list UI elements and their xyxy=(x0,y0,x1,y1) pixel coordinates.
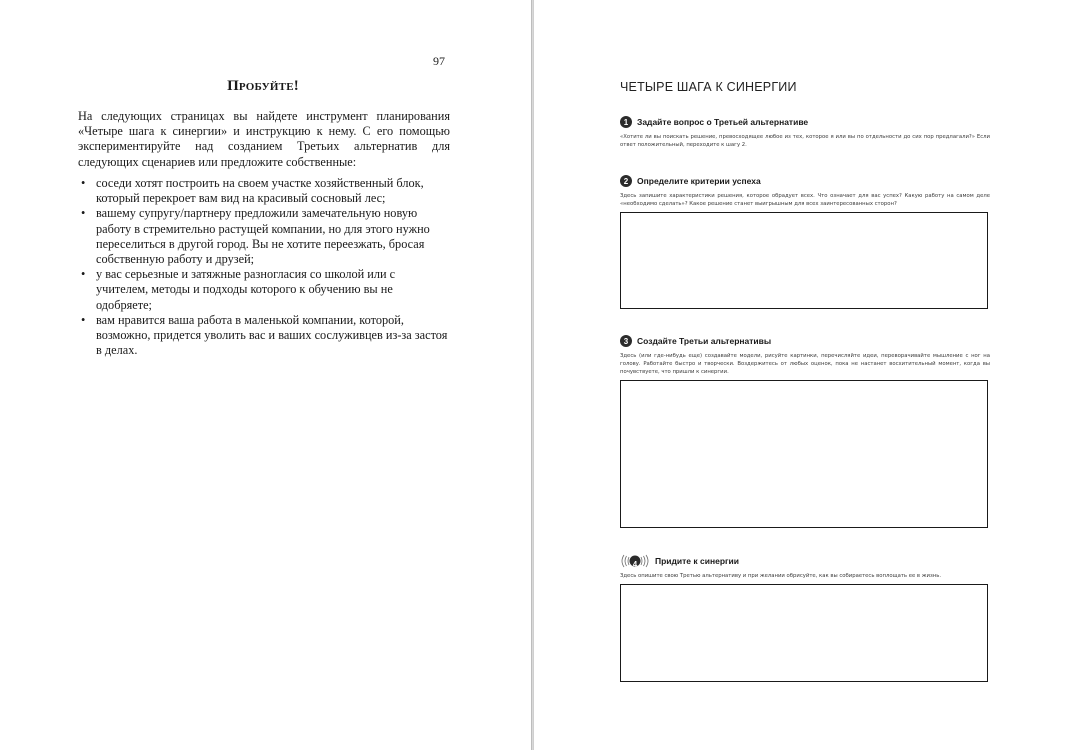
left-page xyxy=(0,0,532,750)
scenario-list xyxy=(78,176,450,358)
step-title: Создайте Третьи альтернативы xyxy=(637,336,772,346)
bullet-icon: • xyxy=(81,267,86,282)
bullet-icon: • xyxy=(81,206,86,221)
step-title: Определите критерии успеха xyxy=(637,176,761,186)
step-2 xyxy=(620,173,990,208)
success-criteria-box[interactable] xyxy=(620,212,988,309)
step-3 xyxy=(620,333,990,376)
bullet-icon: • xyxy=(81,176,86,190)
list-item-text: у вас серьезные и затяжные разногласия со школой или с учителем, методы и подходы которого к обучению вы не одобряете; xyxy=(96,267,396,312)
third-alternatives-box[interactable] xyxy=(620,380,988,528)
step-header xyxy=(620,553,990,569)
step-number-badge: 2 xyxy=(620,175,632,187)
step-description: Здесь опишите свою Третью альтернативу и при желании обрисуйте, как вы собираетесь воплощать ее в жизнь. xyxy=(620,573,942,579)
synergy-box[interactable] xyxy=(620,584,988,682)
step-4 xyxy=(620,553,990,580)
step-number-badge: 3 xyxy=(620,335,632,347)
step-1 xyxy=(620,114,990,149)
list-item xyxy=(78,206,450,267)
worksheet-title: ЧЕТЫРЕ ШАГА К СИНЕРГИИ xyxy=(620,80,797,94)
list-item xyxy=(78,313,450,359)
page-title: Пробуйте! xyxy=(227,78,299,94)
step-number-badge: 1 xyxy=(620,116,632,128)
page-number: 97 xyxy=(433,54,445,68)
list-item xyxy=(78,267,450,313)
step-description: «Хотите ли вы поискать решение, превосходящее любое из тех, которое я или вы по отдельности до сих пор предлагали?» Если ответ положительный, переходите к шагу 2. xyxy=(620,134,990,148)
step-number-badge: 4 xyxy=(632,559,638,569)
list-item-text: соседи хотят построить на своем участке хозяйственный блок, который перекроет вам вид на красивый сосновый лес; xyxy=(96,176,424,206)
step-description: Здесь запишите характеристики решения, которое обрадует всех. Что означает для вас успех? Какую работу на самом деле «необходимо сделать»? Какое решение станет выигрышным для всех заинтересованных сторон? xyxy=(620,193,990,207)
step-header xyxy=(620,173,990,189)
list-item-text: вашему супругу/партнеру предложили замечательную новую работу в стремительно растущей компании, но для этого нужно переселиться в другой город. Вы не хотите переезжать, бросая собственную работу и друзей; xyxy=(96,206,430,267)
bullet-icon: • xyxy=(81,312,86,327)
list-item xyxy=(78,176,450,206)
step-header xyxy=(620,333,990,349)
list-item-text: вам нравится ваша работа в маленькой компании, которой, возможно, придется уволить вас и ваших сослуживцев из-за застоя в делах. xyxy=(96,312,448,358)
step-description: Здесь (или где-нибудь еще) создавайте модели, рисуйте картинки, перечисляйте идеи, переворачивайте мышление с ног на голову. Работайте быстро и творчески. Воздержитесь от любых оценок, пока не настанет восхитительный момент, когда вы почувствуете, что пришли к синергии. xyxy=(620,353,990,375)
step-title: Задайте вопрос о Третьей альтернативе xyxy=(637,117,809,127)
step-header xyxy=(620,114,990,130)
step-title: Придите к синергии xyxy=(655,556,740,566)
intro-paragraph: На следующих страницах вы найдете инструмент планирования «Четыре шага к синергии» и инструкцию к нему. С его помощью экспериментируйте над созданием Третьих альтернатив для следующих сценариев или предложите собственные: xyxy=(78,109,450,169)
